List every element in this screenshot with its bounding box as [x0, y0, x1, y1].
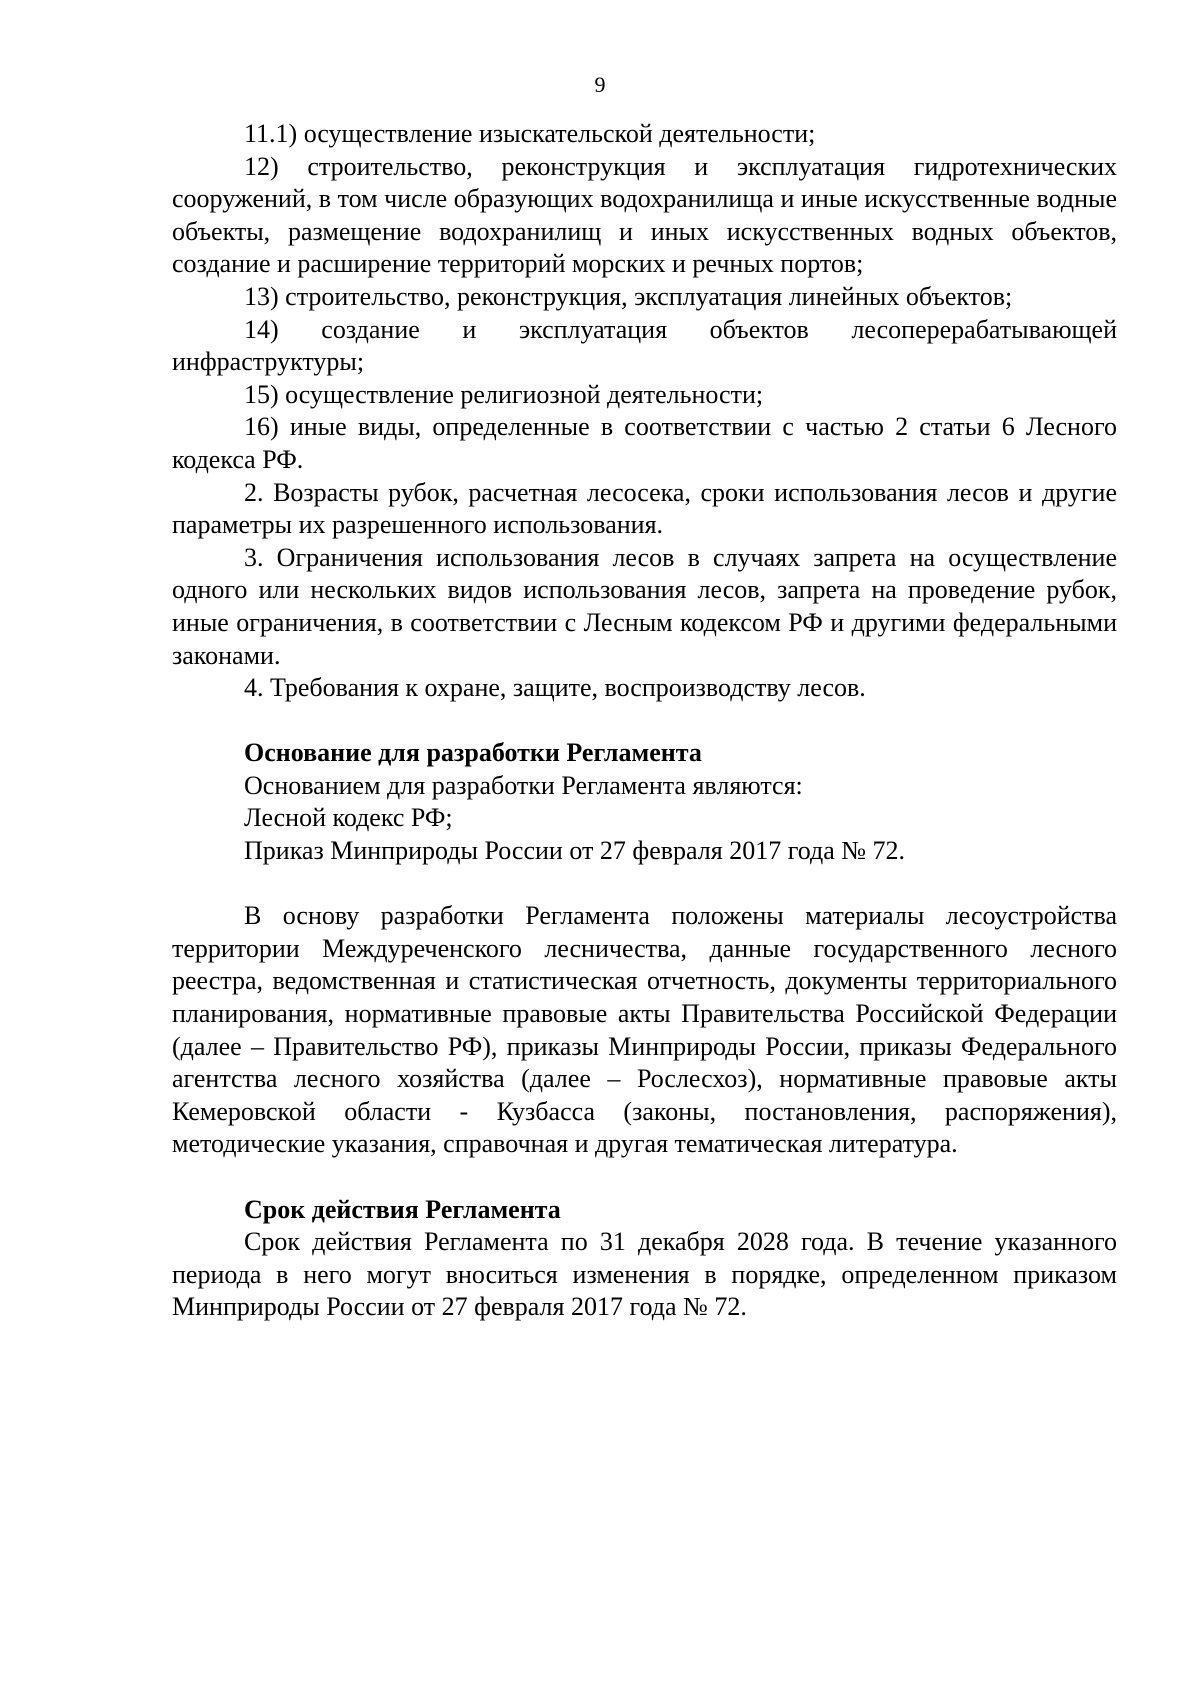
- list-item: 4. Требования к охране, защите, воспроизводству лесов.: [244, 673, 866, 703]
- spacer: [172, 868, 1117, 901]
- list-item: 11.1) осуществление изыскательской деятельности;: [244, 119, 816, 148]
- basis-line: Приказ Минприроды России от 27 февраля 2017 года № 72.: [244, 836, 906, 866]
- document-body: [172, 118, 1117, 1324]
- page-number: 9: [594, 72, 606, 97]
- basis-line: Основанием для разработки Регламента являются:: [244, 770, 803, 800]
- section-heading-basis: Основание для разработки Регламента: [244, 738, 702, 768]
- list-item: 2. Возрасты рубок, расчетная лесосека, сроки использования лесов и другие параметры их разрешенного использования.: [172, 477, 1117, 540]
- list-item: 14) создание и эксплуатация объектов лесоперерабатывающей инфраструктуры;: [172, 314, 1117, 377]
- basis-line: Лесной кодекс РФ;: [244, 803, 453, 833]
- section-heading-term: Срок действия Регламента: [244, 1194, 561, 1224]
- spacer: [172, 1161, 1117, 1194]
- materials-paragraph: В основу разработки Регламента положены материалы лесоустройства территории Междуреченского лесничества, данные государственного лесного реестра, ведомственная и статистическая отчетность, документы территориального планирования, нормативные правовые акты Правительства Российской Федерации (далее – Правительство РФ), приказы Минприроды России, приказы Федерального агентства лесного хозяйства (далее – Рослесхоз), нормативные правовые акты Кемеровской области - Кузбасса (законы, постановления, распоряжения), методические указания, справочная и другая тематическая литература.: [172, 901, 1117, 1159]
- list-item: 15) осуществление религиозной деятельности;: [244, 379, 764, 409]
- list-item: 13) строительство, реконструкция, эксплуатация линейных объектов;: [244, 281, 1013, 311]
- list-item: 16) иные виды, определенные в соответствии с частью 2 статьи 6 Лесного кодекса РФ.: [172, 412, 1117, 474]
- list-item: 12) строительство, реконструкция и эксплуатация гидротехнических сооружений, в том числе образующих водохранилища и иные искусственные водные объекты, размещение водохранилищ и иных искусственных водных объектов, создание и расширение территорий морских и речных портов;: [172, 151, 1117, 279]
- spacer: [172, 705, 1117, 738]
- term-paragraph: Срок действия Регламента по 31 декабря 2028 года. В течение указанного периода в него могут вноситься изменения в порядке, определенном приказом Минприроды России от 27 февраля 2017 года № 72.: [172, 1227, 1117, 1322]
- list-item: 3. Ограничения использования лесов в случаях запрета на осуществление одного или нескольких видов использования лесов, запрета на проведение рубок, иные ограничения, в соответствии с Лесным кодексом РФ и другими федеральными законами.: [172, 542, 1117, 670]
